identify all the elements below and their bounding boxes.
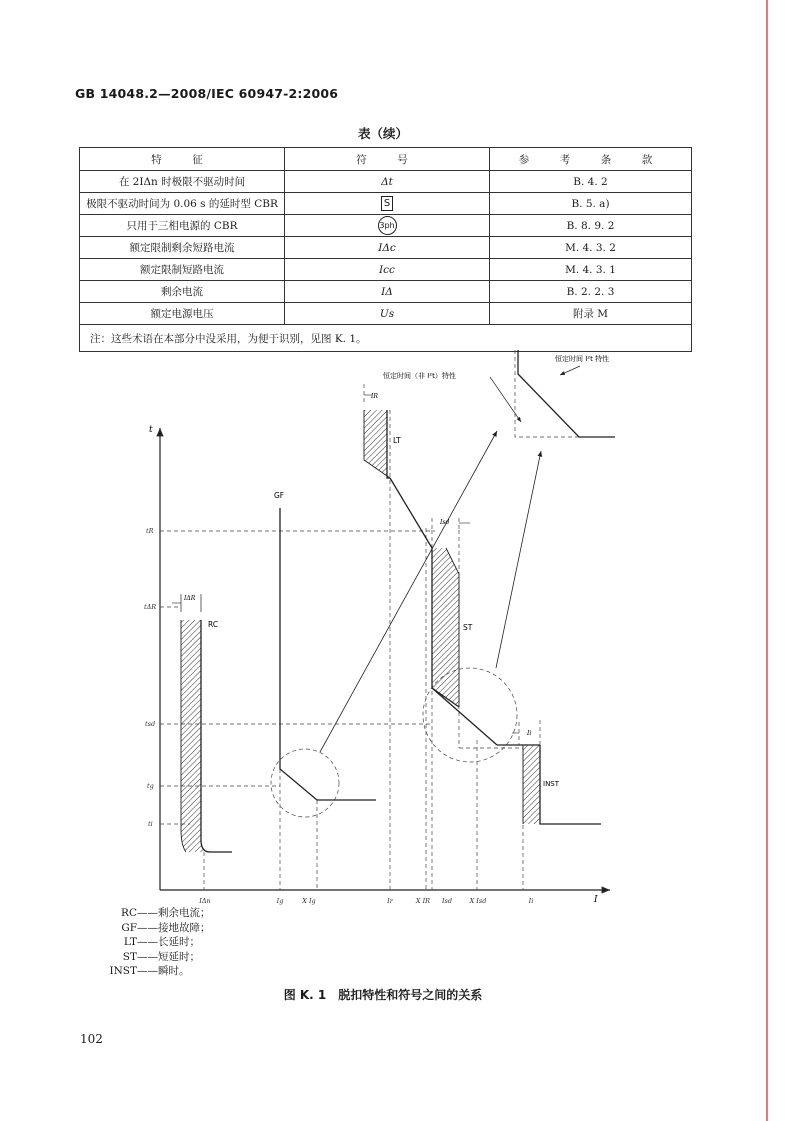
gf-curve — [280, 508, 376, 800]
column-header-clause: 参 考 条 款 — [490, 148, 692, 171]
ytick-tsd: tsd — [145, 720, 156, 728]
legend-key: ST — [122, 950, 137, 963]
legend-value: 剩余电流； — [158, 907, 211, 919]
inst-band-label: Ii — [527, 730, 532, 737]
boxed-symbol: S — [381, 196, 393, 211]
xtick-xig: X Ig — [302, 897, 316, 905]
st-callout-line — [496, 451, 541, 668]
column-header-feature: 特 征 — [80, 148, 285, 171]
ytick-ti: ti — [148, 820, 153, 828]
rc-curve-right — [201, 620, 232, 852]
page-edge-line — [766, 0, 768, 1121]
x-axis-label: I — [594, 895, 598, 905]
legend-value: 长延时； — [158, 936, 200, 948]
xtick-ir: Ir — [387, 897, 393, 905]
legend-value: 瞬时。 — [158, 965, 190, 977]
xtick-xisd: X Isd — [469, 897, 487, 905]
standard-header: GB 14048.2—2008/IEC 60947-2:2006 — [75, 86, 339, 101]
page-number: 102 — [80, 1032, 103, 1046]
ytick-tr: tR — [146, 527, 154, 535]
table-note: 注：这些术语在本部分中没采用，为便于识别，见图 K. 1。 — [80, 325, 692, 352]
legend-item — [85, 921, 211, 936]
gf-callout-line — [320, 431, 497, 752]
legend-item — [85, 950, 211, 965]
ytick-tg: tg — [147, 782, 154, 790]
legend-item — [85, 906, 211, 921]
feature-cell: 额定限制剩余短路电流 — [80, 237, 285, 259]
legend-dash: —— — [137, 950, 158, 963]
feature-cell: 额定电源电压 — [80, 303, 285, 325]
figure-legend — [85, 906, 211, 979]
st-curve-label: ST — [463, 623, 473, 632]
circled-symbol: 3ph — [378, 216, 397, 235]
rc-curve-label: RC — [208, 620, 219, 629]
lt-to-st-curve — [390, 478, 432, 548]
feature-cell: 只用于三相电源的 CBR — [80, 215, 285, 237]
y-axis-label: t — [149, 425, 153, 435]
legend-key: LT — [123, 936, 137, 948]
callout-i2t-line — [560, 366, 580, 375]
xtick-idn: IΔn — [199, 897, 211, 905]
st-to-inst-curve — [432, 688, 497, 745]
legend-dash: —— — [137, 921, 158, 934]
lt-band-label: IR — [371, 393, 378, 400]
figure-caption: 图 K. 1 脱扣特性和符号之间的关系 — [283, 988, 483, 1002]
xtick-isd: Isd — [441, 897, 453, 905]
inst-hatch-band — [523, 745, 540, 824]
lt-curve-right — [387, 410, 390, 478]
symbol-text: Icc — [379, 263, 395, 276]
xtick-ii: Ii — [528, 897, 534, 905]
inst-curve-label: INST — [543, 780, 560, 788]
legend-dash: —— — [137, 936, 158, 948]
rc-band-label: IΔR — [184, 595, 196, 602]
gf-curve-label: GF — [274, 491, 285, 500]
clause-cell: M. 4. 3. 2 — [490, 237, 692, 259]
legend-key: GF — [121, 921, 137, 934]
clause-cell: B. 2. 2. 3 — [490, 281, 692, 303]
symbol-text: Us — [379, 307, 395, 320]
symbol-text: IΔ — [381, 285, 393, 298]
callout-i2t: 恒定时间 I²t 特性 — [555, 355, 610, 363]
feature-cell: 剩余电流 — [80, 281, 285, 303]
table-caption: 表（续） — [357, 126, 408, 141]
gf-detail-circle — [271, 749, 339, 817]
symbol-text: Δt — [381, 175, 393, 188]
lt-hatch-band — [364, 410, 390, 478]
column-header-symbol: 符 号 — [285, 148, 490, 171]
xtick-ig: Ig — [276, 897, 284, 905]
callout-non-i2t-line — [490, 377, 521, 422]
feature-cell: 额定限制短路电流 — [80, 259, 285, 281]
clause-cell: B. 5. a) — [490, 193, 692, 215]
feature-cell: 在 2IΔn 时极限不驱动时间 — [80, 171, 285, 193]
clause-cell: B. 8. 9. 2 — [490, 215, 692, 237]
clause-cell: M. 4. 3. 1 — [490, 259, 692, 281]
legend-item — [85, 964, 211, 979]
callout-non-i2t: 恒定时间（非 I²t）特性 — [383, 372, 456, 380]
legend-dash: —— — [137, 965, 158, 977]
legend-key: RC — [121, 907, 137, 919]
xtick-xir: X IR — [415, 897, 431, 905]
legend-key: INST — [109, 965, 137, 977]
legend-value: 接地故障； — [158, 921, 211, 934]
symbol-text: IΔc — [378, 241, 396, 254]
feature-cell: 极限不驱动时间为 0.06 s 的延时型 CBR — [80, 193, 285, 215]
inset-i2t-curve — [518, 350, 615, 437]
legend-item — [85, 935, 211, 950]
st-hatch-band — [432, 548, 459, 707]
st-band-label: Isd — [440, 519, 450, 526]
inset-frame — [515, 350, 615, 437]
legend-value: 短延时； — [158, 950, 200, 963]
clause-cell: B. 4. 2 — [490, 171, 692, 193]
legend-dash: —— — [137, 907, 158, 919]
ytick-tdr: tΔR — [144, 603, 157, 611]
lt-curve-label: LT — [393, 436, 401, 445]
clause-cell: 附录 M — [490, 303, 692, 325]
